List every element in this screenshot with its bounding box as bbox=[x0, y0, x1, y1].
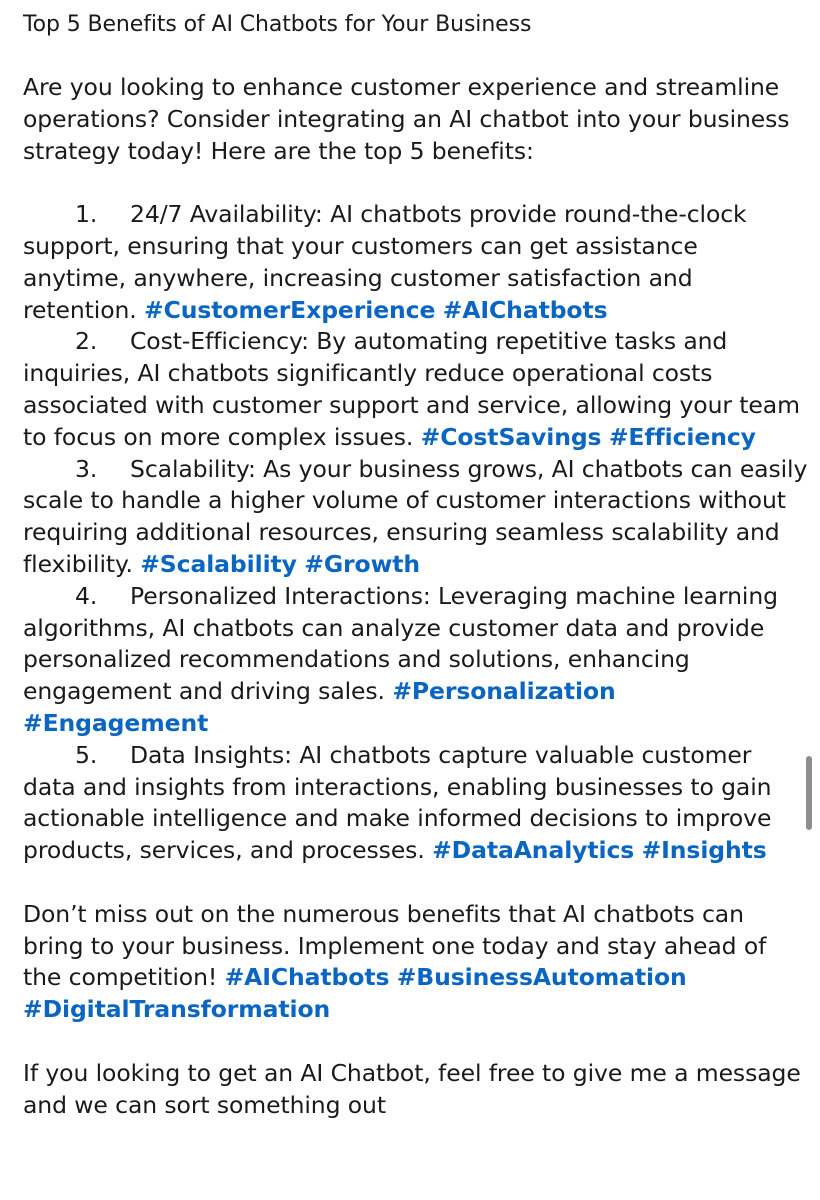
benefit-text: Cost-Efficiency: By automating repetitive tasks and inquiries, AI chatbots significantly reduce operational costs associated with customer support and service, allowing your team to focus on more complex issues. bbox=[23, 327, 800, 451]
post-closing bbox=[23, 899, 808, 1026]
benefit-number: 2. bbox=[75, 327, 98, 356]
benefit-item bbox=[23, 454, 808, 581]
benefit-item bbox=[23, 581, 808, 740]
hashtag-link[interactable]: #DataAnalytics bbox=[432, 836, 635, 865]
hashtag-link[interactable]: #BusinessAutomation bbox=[396, 963, 687, 992]
benefit-number: 1. bbox=[75, 200, 98, 229]
benefit-number: 5. bbox=[75, 740, 98, 769]
post-cta: If you looking to get an AI Chatbot, feel free to give me a message and we can sort something out bbox=[23, 1058, 801, 1119]
benefit-text: Scalability: As your business grows, AI chatbots can easily scale to handle a higher volume of customer interactions without requiring additional resources, ensuring seamless scalability and flexibility. bbox=[23, 454, 808, 578]
benefit-text: Data Insights: AI chatbots capture valuable customer data and insights from interactions, enabling businesses to gain actionable intelligence and make informed decisions to improve products, services, and processes. bbox=[23, 740, 772, 865]
hashtag-link[interactable]: #Insights bbox=[641, 836, 767, 865]
hashtag-link[interactable]: #AIChatbots bbox=[442, 295, 608, 324]
post-title: Top 5 Benefits of AI Chatbots for Your Business bbox=[23, 12, 532, 37]
hashtag-link[interactable]: #Personalization bbox=[392, 677, 616, 706]
post-body bbox=[23, 8, 808, 1121]
hashtag-link[interactable]: #Engagement bbox=[23, 708, 209, 737]
benefit-text: 24/7 Availability: AI chatbots provide round-the-clock support, ensuring that your customers can get assistance anytime, anywhere, increasing customer satisfaction and retention. bbox=[23, 200, 747, 324]
benefit-item bbox=[23, 326, 808, 453]
benefit-number: 4. bbox=[75, 581, 98, 610]
hashtag-link[interactable]: #Efficiency bbox=[608, 422, 756, 451]
benefit-text: Personalized Interactions: Leveraging machine learning algorithms, AI chatbots can analyze customer data and provide personalized recommendations and solutions, enhancing engagement and driving sales. bbox=[23, 581, 778, 706]
paragraph-spacer bbox=[23, 867, 808, 899]
hashtag-link[interactable]: #CostSavings bbox=[420, 422, 602, 451]
benefit-number: 3. bbox=[75, 454, 98, 483]
hashtag-link[interactable]: #Scalability bbox=[140, 549, 297, 578]
post-intro: Are you looking to enhance customer experience and streamline operations? Consider integrating an AI chatbot into your business strategy today! Here are the top 5 benefits: bbox=[23, 73, 790, 165]
scrollbar-thumb[interactable] bbox=[806, 756, 812, 830]
paragraph-spacer bbox=[23, 1026, 808, 1058]
benefits-list bbox=[23, 199, 808, 867]
hashtag-link[interactable]: #CustomerExperience bbox=[144, 295, 436, 324]
closing-text: Don’t miss out on the numerous benefits that AI chatbots can bring to your business. Implement one today and stay ahead of the competition! bbox=[23, 899, 767, 992]
hashtag-link[interactable]: #AIChatbots bbox=[224, 963, 390, 992]
hashtag-link[interactable]: #DigitalTransformation bbox=[23, 995, 331, 1024]
benefit-item bbox=[23, 740, 808, 867]
paragraph-spacer bbox=[23, 167, 808, 199]
benefit-item bbox=[23, 199, 808, 326]
hashtag-link[interactable]: #Growth bbox=[304, 549, 420, 578]
